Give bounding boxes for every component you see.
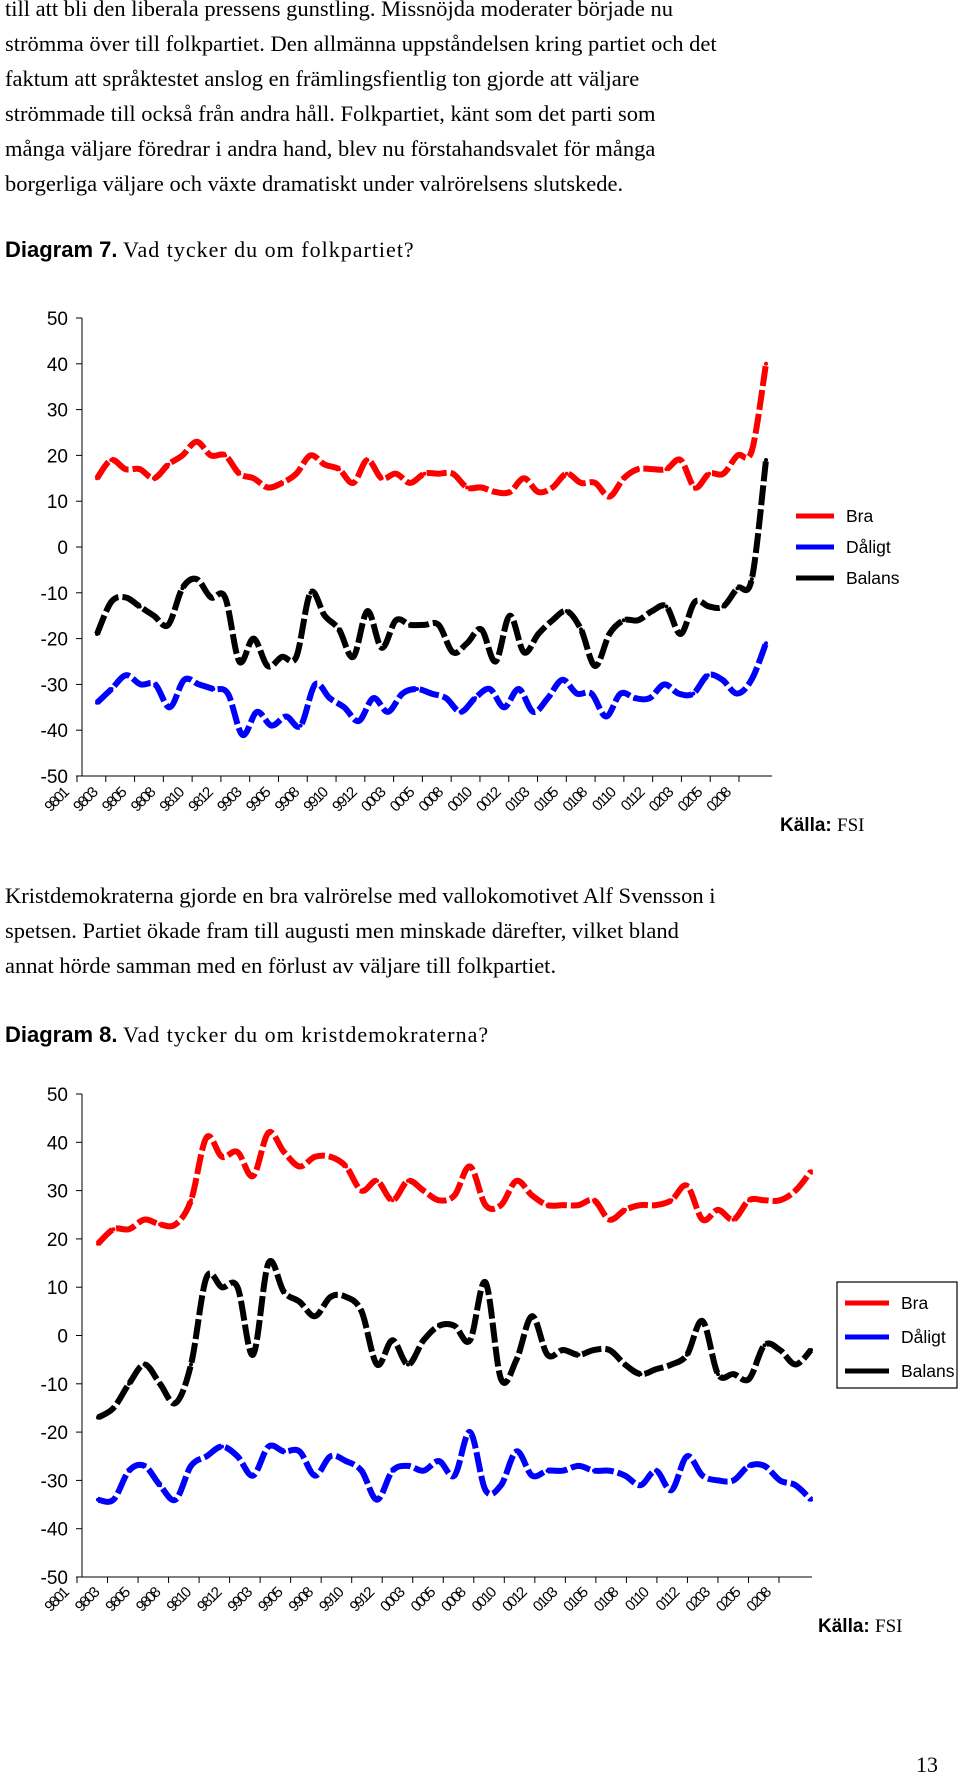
data-point (561, 1469, 565, 1473)
data-point (391, 1338, 395, 1342)
data-point (468, 1165, 472, 1169)
data-point (205, 1276, 209, 1280)
data-point (143, 1218, 147, 1222)
data-point (561, 1203, 565, 1207)
x-tick-label: 9903 (213, 784, 245, 816)
data-point (794, 1189, 798, 1193)
x-tick-label: 9812 (185, 784, 216, 816)
legend-label: Dåligt (846, 537, 891, 557)
y-tick-label: 50 (46, 309, 68, 330)
data-point (623, 1363, 627, 1367)
data-point (732, 1372, 736, 1376)
data-point (313, 1314, 317, 1318)
data-point (592, 1348, 596, 1352)
text-line: spetsen. Partiet ökade fram till augusti men minskade därefter, vilket bland (5, 918, 679, 943)
data-point (778, 1478, 782, 1482)
x-tick-label: 0208 (743, 1584, 774, 1616)
x-tick-label: 0010 (468, 1584, 500, 1616)
x-tick-label: 9801 (41, 784, 72, 816)
x-tick-label: 0110 (588, 784, 619, 815)
data-point (127, 1469, 131, 1473)
diagram-label: Diagram 8. (5, 1022, 118, 1047)
y-tick-label: 50 (46, 1085, 68, 1106)
data-point (236, 1454, 240, 1458)
data-point (344, 1165, 348, 1169)
data-point (468, 1430, 472, 1434)
data-point (298, 1449, 302, 1453)
data-point (96, 1242, 100, 1246)
x-tick-label: 0012 (499, 1584, 530, 1616)
page-number: 13 (916, 1752, 938, 1777)
data-point (267, 1445, 271, 1449)
data-point (716, 1372, 720, 1376)
x-tick-label: 9910 (315, 1584, 347, 1616)
data-point (747, 1377, 751, 1381)
x-tick-label: 0203 (682, 1584, 713, 1616)
x-tick-label: 0205 (674, 784, 706, 816)
data-point (251, 1474, 255, 1478)
data-point (375, 1363, 379, 1367)
data-point (282, 1290, 286, 1294)
data-point (778, 1198, 782, 1202)
x-tick-label: 0205 (712, 1584, 744, 1616)
data-point (112, 1406, 116, 1410)
data-point (313, 1474, 317, 1478)
diagram-label: Diagram 7. (5, 237, 118, 262)
legend-label: Dåligt (901, 1327, 946, 1347)
y-tick-label: 10 (46, 492, 68, 514)
data-point (778, 1348, 782, 1352)
data-point (685, 1184, 689, 1188)
data-point (189, 1363, 193, 1367)
data-point (561, 1348, 565, 1352)
y-tick-label: -50 (40, 1568, 68, 1589)
data-point (639, 1483, 643, 1487)
x-tick-label: 0010 (444, 784, 475, 816)
y-tick-label: 20 (46, 1229, 68, 1251)
data-point (515, 1179, 519, 1183)
y-tick-label: 0 (57, 1326, 68, 1348)
data-point (282, 1449, 286, 1453)
data-point (189, 1464, 193, 1468)
data-point (608, 1469, 612, 1473)
text-line: strömma över till folkpartiet. Den allmänna uppståndelsen kring partiet och det (5, 31, 717, 56)
data-point (158, 1222, 162, 1226)
y-tick-label: -40 (40, 721, 68, 743)
data-point (608, 1218, 612, 1222)
data-point (329, 1155, 333, 1159)
data-point (763, 1198, 767, 1202)
data-point (623, 1474, 627, 1478)
x-tick-label: 9903 (224, 1584, 255, 1616)
data-point (484, 1488, 488, 1492)
data-point (437, 1324, 441, 1328)
x-tick-label: 9808 (132, 1584, 164, 1616)
data-point (530, 1314, 534, 1318)
y-tick-label: -50 (40, 767, 68, 788)
y-tick-label: 30 (46, 1181, 68, 1203)
legend-label: Balans (846, 568, 900, 588)
data-point (174, 1401, 178, 1405)
data-point (220, 1155, 224, 1159)
data-point (592, 1198, 596, 1202)
data-point (794, 1363, 798, 1367)
data-point (220, 1285, 224, 1289)
data-point (530, 1474, 534, 1478)
x-tick-label: 0008 (415, 784, 447, 816)
x-tick-label: 9905 (242, 784, 274, 816)
y-tick-label: -30 (40, 675, 68, 697)
x-tick-label: 9803 (71, 1584, 103, 1616)
data-point (809, 1498, 813, 1502)
data-point (716, 1478, 720, 1482)
data-point (685, 1353, 689, 1357)
data-point (391, 1198, 395, 1202)
data-point (499, 1483, 503, 1487)
text-line: borgerliga väljare och växte dramatiskt under valrörelsens slutskede. (5, 171, 624, 196)
y-tick-label: 30 (46, 400, 68, 422)
x-tick-label: 0108 (590, 1584, 622, 1616)
x-tick-label: 9805 (102, 1584, 133, 1616)
y-tick-label: 40 (46, 354, 68, 376)
data-point (484, 1280, 488, 1284)
data-point (577, 1353, 581, 1357)
data-point (685, 1454, 689, 1458)
data-point (747, 1464, 751, 1468)
data-point (747, 1198, 751, 1202)
data-point (406, 1363, 410, 1367)
source-note: Källa: FSI (780, 815, 865, 836)
data-point (499, 1203, 503, 1207)
data-point (329, 1454, 333, 1458)
x-tick-label: 9801 (41, 1584, 72, 1616)
y-tick-label: -10 (40, 1374, 68, 1396)
x-tick-label: 9908 (285, 1584, 317, 1616)
data-point (670, 1488, 674, 1492)
data-point (205, 1454, 209, 1458)
x-tick-label: 9803 (70, 784, 101, 816)
data-point (174, 1498, 178, 1502)
data-point (670, 1198, 674, 1202)
data-point (158, 1483, 162, 1487)
data-point (654, 1469, 658, 1473)
data-point (701, 1218, 705, 1222)
data-point (143, 1464, 147, 1468)
legend-label: Bra (846, 506, 874, 526)
x-tick-label: 0112 (652, 1584, 683, 1615)
data-point (251, 1174, 255, 1178)
data-point (437, 1198, 441, 1202)
data-point (515, 1449, 519, 1453)
data-point (701, 1319, 705, 1323)
data-point (639, 1203, 643, 1207)
x-tick-label: 0110 (621, 1584, 652, 1615)
x-tick-label: 0203 (645, 784, 677, 816)
data-point (344, 1295, 348, 1299)
data-point (577, 1464, 581, 1468)
data-point (267, 1131, 271, 1135)
data-point (313, 1155, 317, 1159)
text-line: många väljare föredrar i andra hand, blev nu förstahandsvalet för många (5, 136, 656, 161)
data-point (422, 1189, 426, 1193)
x-tick-label: 9805 (98, 784, 130, 816)
data-point (623, 1208, 627, 1212)
data-point (329, 1295, 333, 1299)
x-tick-label: 0005 (407, 1584, 439, 1616)
data-point (236, 1150, 240, 1154)
data-point (763, 1343, 767, 1347)
data-point (453, 1474, 457, 1478)
data-point (809, 1348, 813, 1352)
data-point (639, 1372, 643, 1376)
x-tick-label: 9912 (329, 784, 360, 816)
x-tick-label: 9810 (156, 784, 187, 816)
data-point (453, 1193, 457, 1197)
data-point (298, 1165, 302, 1169)
text-line: strömmade till också från andra håll. Folkpartiet, känt som det parti som (5, 101, 656, 126)
data-point (546, 1469, 550, 1473)
data-point (112, 1227, 116, 1231)
text-line: till att bli den liberala pressens gunstling. Missnöjda moderater började nu (5, 0, 673, 21)
data-point (96, 1498, 100, 1502)
diagram-question: Vad tycker du om kristdemokraterna? (123, 1022, 490, 1047)
data-point (654, 1203, 658, 1207)
data-point (515, 1358, 519, 1362)
data-point (360, 1309, 364, 1313)
x-tick-label: 0208 (703, 784, 734, 816)
x-tick-label: 0105 (560, 1584, 591, 1616)
y-tick-label: 40 (46, 1133, 68, 1155)
y-tick-label: -30 (40, 1471, 68, 1493)
text-line: annat hörde samman med en förlust av väljare till folkpartiet. (5, 953, 557, 978)
data-point (437, 1459, 441, 1463)
text-line: faktum att språktestet anslog en främlingsfientlig ton gjorde att väljare (5, 66, 640, 91)
x-tick-label: 0108 (559, 784, 590, 816)
data-point (422, 1469, 426, 1473)
data-point (96, 1416, 100, 1420)
y-tick-label: 20 (46, 446, 68, 468)
x-tick-label: 0003 (357, 784, 389, 816)
x-tick-label: 0012 (473, 784, 504, 816)
x-tick-label: 0008 (438, 1584, 469, 1616)
x-tick-label: 9910 (300, 784, 331, 816)
x-tick-label: 0112 (617, 784, 648, 815)
data-point (406, 1464, 410, 1468)
y-tick-label: 0 (57, 538, 68, 559)
data-point (174, 1222, 178, 1226)
x-tick-label: 0105 (530, 784, 562, 816)
data-point (546, 1203, 550, 1207)
data-point (205, 1136, 209, 1140)
y-tick-label: -20 (40, 1423, 68, 1445)
data-point (763, 1464, 767, 1468)
text-line: Kristdemokraterna gjorde en bra valrörelse med vallokomotivet Alf Svensson i (5, 883, 716, 908)
data-point (732, 1478, 736, 1482)
data-point (530, 1193, 534, 1197)
data-point (236, 1285, 240, 1289)
data-point (732, 1218, 736, 1222)
data-point (592, 1469, 596, 1473)
data-point (251, 1353, 255, 1357)
x-tick-label: 9912 (346, 1584, 378, 1616)
diagram-question: Vad tycker du om folkpartiet? (123, 237, 415, 262)
x-tick-label: 9810 (163, 1584, 194, 1616)
data-point (608, 1348, 612, 1352)
legend-label: Bra (901, 1293, 929, 1313)
data-point (298, 1300, 302, 1304)
x-tick-label: 9905 (254, 1584, 286, 1616)
series-line-balans (98, 1261, 811, 1418)
data-point (127, 1227, 131, 1231)
data-point (701, 1474, 705, 1478)
data-point (267, 1261, 271, 1265)
data-point (716, 1208, 720, 1212)
data-point (375, 1179, 379, 1183)
x-tick-label: 9808 (127, 784, 159, 816)
series-line-bra (98, 1132, 811, 1244)
x-tick-label: 0103 (529, 1584, 561, 1616)
data-point (794, 1483, 798, 1487)
data-point (127, 1382, 131, 1386)
data-point (546, 1353, 550, 1357)
data-point (158, 1382, 162, 1386)
y-tick-label: -10 (40, 583, 68, 605)
data-point (360, 1189, 364, 1193)
x-tick-label: 0103 (501, 784, 533, 816)
data-point (143, 1363, 147, 1367)
x-tick-label: 0005 (386, 784, 418, 816)
data-point (406, 1179, 410, 1183)
data-point (484, 1203, 488, 1207)
data-point (670, 1363, 674, 1367)
source-note: Källa: FSI (818, 1616, 903, 1637)
x-tick-label: 0003 (377, 1584, 408, 1616)
data-point (654, 1367, 658, 1371)
data-point (220, 1445, 224, 1449)
data-point (809, 1169, 813, 1173)
data-point (375, 1498, 379, 1502)
data-point (499, 1377, 503, 1381)
data-point (422, 1338, 426, 1342)
data-point (282, 1150, 286, 1154)
data-point (577, 1203, 581, 1207)
data-point (360, 1469, 364, 1473)
legend-label: Balans (901, 1361, 955, 1381)
x-tick-label: 9908 (271, 784, 303, 816)
data-point (112, 1498, 116, 1502)
y-tick-label: -40 (40, 1519, 68, 1541)
y-tick-label: -20 (40, 629, 68, 651)
data-point (344, 1459, 348, 1463)
data-point (391, 1469, 395, 1473)
data-point (453, 1324, 457, 1328)
series-line-dåligt (98, 1432, 811, 1502)
data-point (189, 1198, 193, 1202)
x-tick-label: 9812 (193, 1584, 225, 1616)
data-point (468, 1338, 472, 1342)
y-tick-label: 10 (46, 1278, 68, 1300)
